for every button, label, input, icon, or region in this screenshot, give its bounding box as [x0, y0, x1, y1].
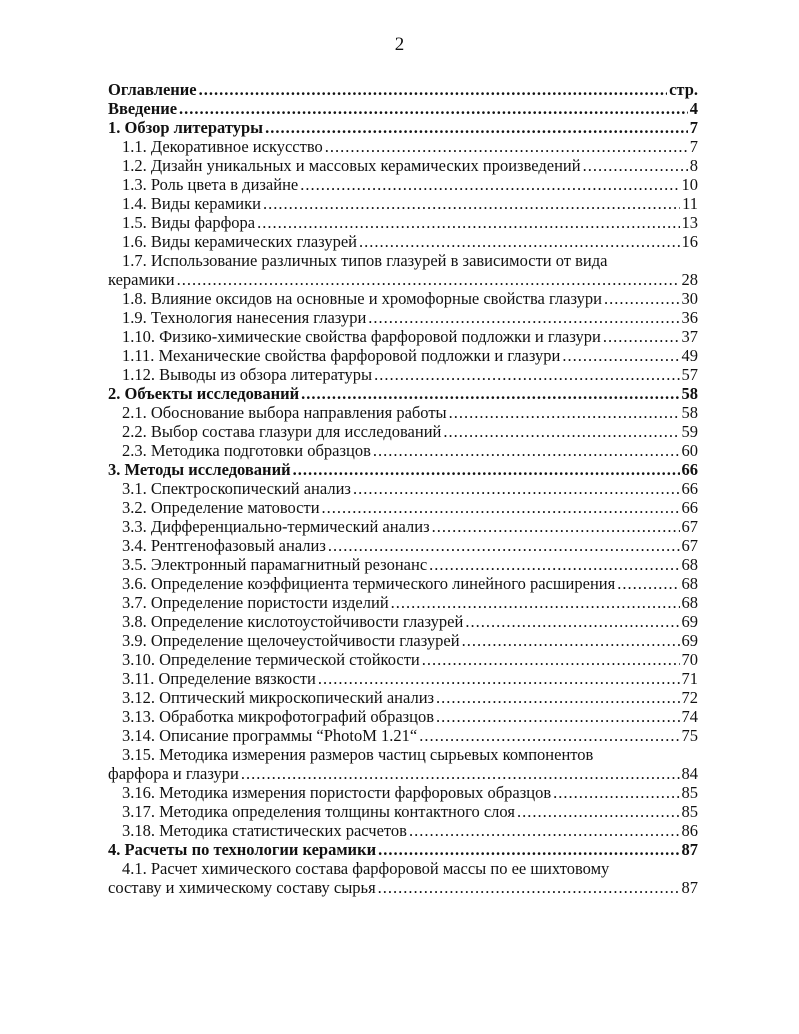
leader-dots — [378, 878, 680, 897]
toc-entry-title: 2.1. Обоснование выбора направления работы — [122, 403, 447, 422]
toc-entry-line — [122, 289, 698, 308]
toc-entry-page-number: 70 — [681, 650, 698, 669]
leader-dots — [462, 631, 680, 650]
toc-entry[interactable] — [108, 232, 698, 251]
leader-dots — [465, 612, 679, 631]
toc-entry[interactable] — [108, 840, 698, 859]
toc-entry-page-number: 68 — [681, 574, 698, 593]
toc-entry-line — [122, 422, 698, 441]
toc-entry-title: 1.12. Выводы из обзора литературы — [122, 365, 373, 384]
toc-entry-page-number: 11 — [682, 194, 698, 213]
toc-entry-title: 3.6. Определение коэффициента термического линейного расширения — [122, 574, 616, 593]
toc-entry-title: 2.2. Выбор состава глазури для исследований — [122, 422, 442, 441]
toc-entry-page-number: 36 — [681, 308, 698, 327]
toc-entry-title: 1.9. Технология нанесения глазури — [122, 308, 367, 327]
toc-entry[interactable] — [108, 859, 698, 897]
toc-entry-title: 3.1. Спектроскопический анализ — [122, 479, 351, 498]
toc-entry[interactable] — [108, 536, 698, 555]
toc-entry-page-number: 68 — [681, 555, 698, 574]
toc-entry-line — [122, 403, 698, 422]
toc-entry-line — [122, 821, 698, 840]
leader-dots — [617, 574, 679, 593]
toc-entry[interactable] — [108, 555, 698, 574]
toc-entry-page-number: 60 — [681, 441, 698, 460]
toc-entry-line — [108, 460, 698, 479]
toc-entry[interactable] — [108, 403, 698, 422]
toc-entry-title: 3.14. Описание программы “PhotoM 1.21“ — [122, 726, 418, 745]
leader-dots — [199, 80, 667, 99]
toc-entry-line — [122, 346, 698, 365]
toc-entry-page-number: 74 — [681, 707, 698, 726]
leader-dots — [419, 726, 679, 745]
leader-dots — [241, 764, 680, 783]
toc-entry-line — [122, 156, 698, 175]
toc-entry-page-number: 4 — [689, 99, 698, 118]
toc-entry-title: 3.15. Методика измерения размеров частиц сырьевых компонентов — [122, 745, 594, 764]
toc-entry[interactable] — [108, 460, 698, 479]
toc-entry-page-number: 87 — [681, 878, 698, 897]
toc-entry-title: 3.10. Определение термической стойкости — [122, 650, 420, 669]
toc-entry-line — [122, 441, 698, 460]
toc-entry[interactable] — [108, 745, 698, 783]
leader-dots — [318, 669, 680, 688]
toc-entry-title: 3. Методы исследований — [108, 460, 291, 479]
toc-entry-page-number: 87 — [681, 840, 698, 859]
toc-entry-title: 1.5. Виды фарфора — [122, 213, 256, 232]
toc-header-title: Оглавление — [108, 80, 197, 99]
toc-entry[interactable] — [108, 251, 698, 289]
toc-entry-line — [108, 99, 698, 118]
leader-dots — [422, 650, 680, 669]
toc-entry-page-number: 67 — [681, 517, 698, 536]
toc-entry-page-number: 86 — [681, 821, 698, 840]
leader-dots — [443, 422, 679, 441]
toc-entry[interactable] — [108, 650, 698, 669]
toc-entry[interactable] — [108, 346, 698, 365]
toc-entry-line — [108, 840, 698, 859]
toc-entries — [108, 99, 698, 897]
toc-entry-line — [122, 308, 698, 327]
toc-entry-line — [108, 764, 698, 783]
toc-entry[interactable] — [108, 308, 698, 327]
toc-entry[interactable] — [108, 688, 698, 707]
toc-entry-page-number: 13 — [681, 213, 698, 232]
toc-entry-page-number: 69 — [681, 631, 698, 650]
toc-entry-line — [122, 213, 698, 232]
toc-entry-page-number: 7 — [689, 118, 698, 137]
toc-entry[interactable] — [108, 631, 698, 650]
toc-entry-title: 1.10. Физико-химические свойства фарфоровой подложки и глазури — [122, 327, 601, 346]
toc-entry[interactable] — [108, 517, 698, 536]
toc-entry[interactable] — [108, 156, 698, 175]
toc-entry-line — [122, 574, 698, 593]
toc-entry[interactable] — [108, 783, 698, 802]
toc-entry-line — [108, 384, 698, 403]
toc-entry-title: 1.7. Использование различных типов глазурей в зависимости от вида — [122, 251, 608, 270]
toc-entry-title: 3.13. Обработка микрофотографий образцов — [122, 707, 435, 726]
toc-entry-line — [108, 878, 698, 897]
toc-entry[interactable] — [108, 289, 698, 308]
toc-entry-line — [122, 327, 698, 346]
toc-entry-title: 3.18. Методика статистических расчетов — [122, 821, 407, 840]
toc-entry-page-number: 16 — [681, 232, 698, 251]
toc-entry-line — [122, 593, 698, 612]
toc-entry-line — [108, 270, 698, 289]
toc-entry[interactable] — [108, 726, 698, 745]
leader-dots — [517, 802, 680, 821]
toc-entry-page-number: 66 — [681, 460, 698, 479]
toc-entry-title: 3.12. Оптический микроскопический анализ — [122, 688, 435, 707]
toc-entry-title: 2.3. Методика подготовки образцов — [122, 441, 371, 460]
toc-entry-line — [122, 175, 698, 194]
toc-entry-page-number: 58 — [681, 403, 698, 422]
toc-entry-title: 1.11. Механические свойства фарфоровой подложки и глазури — [122, 346, 561, 365]
leader-dots — [583, 156, 688, 175]
toc-entry-page-number: 37 — [681, 327, 698, 346]
toc-entry-page-number: 75 — [681, 726, 698, 745]
toc-entry-page-number: 66 — [681, 498, 698, 517]
toc-entry[interactable] — [108, 422, 698, 441]
leader-dots — [436, 707, 679, 726]
toc-entry-line — [122, 232, 698, 251]
leader-dots — [409, 821, 680, 840]
toc-entry[interactable] — [108, 365, 698, 384]
toc-entry-line — [122, 726, 698, 745]
toc-entry[interactable] — [108, 593, 698, 612]
toc-entry-title-continuation: фарфора и глазури — [108, 764, 239, 783]
toc-entry[interactable] — [108, 213, 698, 232]
toc-entry-page-number: 71 — [681, 669, 698, 688]
leader-dots — [359, 232, 680, 251]
toc-header-page-label: стр. — [669, 80, 698, 99]
leader-dots — [562, 346, 679, 365]
toc-entry-line — [122, 555, 698, 574]
leader-dots — [368, 308, 679, 327]
leader-dots — [293, 460, 680, 479]
toc-entry-line — [122, 650, 698, 669]
toc-entry-title: 2. Объекты исследований — [108, 384, 300, 403]
toc-entry[interactable] — [108, 175, 698, 194]
leader-dots — [325, 137, 688, 156]
toc-entry[interactable] — [108, 384, 698, 403]
leader-dots — [436, 688, 679, 707]
toc-entry-page-number: 28 — [681, 270, 698, 289]
toc-entry-line — [122, 137, 698, 156]
toc-entry[interactable] — [108, 327, 698, 346]
toc-entry-page-number: 85 — [681, 802, 698, 821]
leader-dots — [553, 783, 679, 802]
toc-entry-title: 3.4. Рентгенофазовый анализ — [122, 536, 326, 555]
toc-entry-title: Введение — [108, 99, 178, 118]
toc-entry-line — [122, 631, 698, 650]
toc-entry-page-number: 49 — [681, 346, 698, 365]
leader-dots — [322, 498, 680, 517]
toc-entry-line — [122, 669, 698, 688]
toc-entry-title: 3.3. Дифференциально-термический анализ — [122, 517, 430, 536]
leader-dots — [353, 479, 680, 498]
toc-entry-line — [122, 688, 698, 707]
toc-entry[interactable] — [108, 194, 698, 213]
leader-dots — [300, 175, 679, 194]
toc-entry-title: 3.2. Определение матовости — [122, 498, 320, 517]
toc-entry-page-number: 67 — [681, 536, 698, 555]
toc-entry-line — [122, 365, 698, 384]
leader-dots — [179, 99, 688, 118]
toc-entry-title: 3.11. Определение вязкости — [122, 669, 316, 688]
toc-entry-line — [122, 498, 698, 517]
leader-dots — [301, 384, 679, 403]
toc-entry-title: 1.8. Влияние оксидов на основные и хромофорные свойства глазури — [122, 289, 602, 308]
page-number: 2 — [394, 34, 405, 55]
leader-dots — [373, 441, 680, 460]
leader-dots — [263, 194, 680, 213]
toc-entry-title: 3.17. Методика определения толщины контактного слоя — [122, 802, 515, 821]
toc-entry-title: 1.4. Виды керамики — [122, 194, 261, 213]
leader-dots — [177, 270, 680, 289]
toc-entry-line — [122, 479, 698, 498]
toc-entry-page-number: 10 — [681, 175, 698, 194]
toc-entry-title: 3.8. Определение кислотоустойчивости глазурей — [122, 612, 464, 631]
toc-entry-page-number: 72 — [681, 688, 698, 707]
toc-entry[interactable] — [108, 802, 698, 821]
toc-entry-page-number: 69 — [681, 612, 698, 631]
toc-entry-title: 3.7. Определение пористости изделий — [122, 593, 389, 612]
leader-dots — [429, 555, 679, 574]
toc-header — [108, 80, 698, 99]
toc-entry-title: 4.1. Расчет химического состава фарфоровой массы по ее шихтовому — [122, 859, 610, 878]
toc-entry-line — [122, 194, 698, 213]
leader-dots — [391, 593, 680, 612]
toc-entry-line — [108, 118, 698, 137]
table-of-contents — [108, 80, 698, 897]
leader-dots — [257, 213, 679, 232]
toc-entry-title: 1.6. Виды керамических глазурей — [122, 232, 357, 251]
toc-entry-title: 4. Расчеты по технологии керамики — [108, 840, 377, 859]
toc-entry-title: 1.3. Роль цвета в дизайне — [122, 175, 299, 194]
toc-entry-line — [122, 707, 698, 726]
leader-dots — [449, 403, 680, 422]
toc-entry-title: 3.9. Определение щелочеустойчивости глазурей — [122, 631, 460, 650]
toc-entry[interactable] — [108, 498, 698, 517]
toc-entry-title-continuation: составу и химическому составу сырья — [108, 878, 376, 897]
toc-entry-page-number: 84 — [681, 764, 698, 783]
toc-entry-title: 1.1. Декоративное искусство — [122, 137, 323, 156]
toc-entry-title-continuation: керамики — [108, 270, 175, 289]
leader-dots — [432, 517, 680, 536]
toc-entry[interactable] — [108, 441, 698, 460]
toc-entry[interactable] — [108, 574, 698, 593]
leader-dots — [328, 536, 680, 555]
toc-entry-line — [122, 612, 698, 631]
toc-entry-page-number: 57 — [681, 365, 698, 384]
toc-entry-page-number: 68 — [681, 593, 698, 612]
toc-entry-title: 1.2. Дизайн уникальных и массовых керамических произведений — [122, 156, 581, 175]
toc-entry-line — [122, 536, 698, 555]
leader-dots — [378, 840, 679, 859]
toc-entry-title: 3.16. Методика измерения пористости фарфоровых образцов — [122, 783, 552, 802]
toc-entry-title: 3.5. Электронный парамагнитный резонанс — [122, 555, 428, 574]
toc-entry-page-number: 85 — [681, 783, 698, 802]
toc-entry-page-number: 7 — [689, 137, 698, 156]
toc-entry[interactable] — [108, 669, 698, 688]
leader-dots — [265, 118, 688, 137]
toc-entry-page-number: 59 — [681, 422, 698, 441]
toc-entry[interactable] — [108, 707, 698, 726]
toc-entry-line — [122, 802, 698, 821]
toc-entry-line — [122, 783, 698, 802]
toc-entry[interactable] — [108, 821, 698, 840]
toc-entry-page-number: 66 — [681, 479, 698, 498]
leader-dots — [374, 365, 679, 384]
toc-entry-page-number: 30 — [681, 289, 698, 308]
leader-dots — [603, 327, 680, 346]
toc-entry[interactable] — [108, 479, 698, 498]
toc-entry[interactable] — [108, 118, 698, 137]
toc-entry-line — [122, 517, 698, 536]
toc-entry[interactable] — [108, 99, 698, 118]
leader-dots — [604, 289, 680, 308]
toc-entry[interactable] — [108, 137, 698, 156]
toc-entry-title: 1. Обзор литературы — [108, 118, 264, 137]
toc-entry-page-number: 8 — [689, 156, 698, 175]
toc-entry[interactable] — [108, 612, 698, 631]
toc-entry-page-number: 58 — [681, 384, 698, 403]
